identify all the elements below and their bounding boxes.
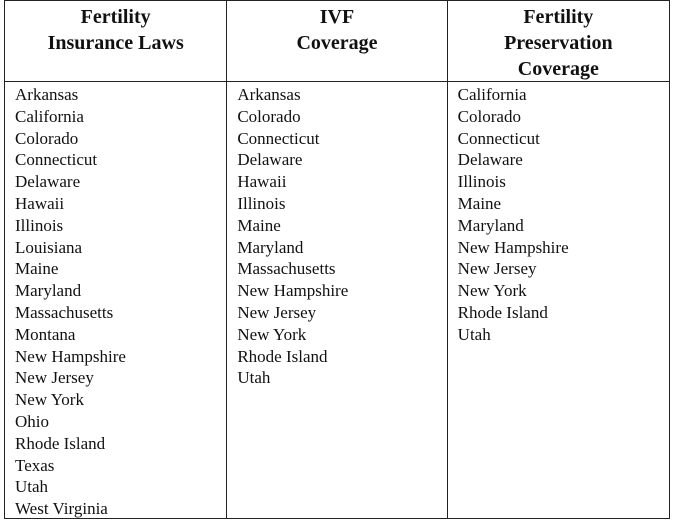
state-item: Massachusetts (15, 302, 114, 322)
state-item: California (457, 85, 527, 104)
state-item: Texas (15, 455, 55, 475)
state-item: Louisiana (15, 237, 83, 257)
state-item: New Hampshire (457, 237, 569, 257)
state-item: Hawaii (15, 193, 65, 213)
state-item: Illinois (237, 193, 286, 213)
state-item: New Hampshire (237, 281, 349, 301)
state-item: Maryland (15, 281, 82, 301)
column-header (5, 1, 226, 82)
state-item: Connecticut (457, 128, 540, 148)
state-item: New York (457, 281, 527, 301)
state-item: New Jersey (237, 302, 317, 322)
state-item: Illinois (457, 172, 506, 192)
state-item: Utah (237, 368, 271, 388)
state-item: New Jersey (15, 368, 94, 388)
header-line: Insurance Laws (47, 32, 184, 54)
state-item: California (15, 106, 84, 126)
state-item: Colorado (237, 106, 301, 126)
state-item: Delaware (15, 172, 81, 192)
state-item: New York (15, 390, 84, 410)
state-item: Colorado (15, 128, 79, 148)
column-ivf-coverage (226, 1, 446, 518)
state-item: Massachusetts (237, 259, 336, 279)
state-item: New Hampshire (15, 346, 126, 366)
state-list (448, 82, 669, 346)
header-line: Fertility (80, 6, 151, 28)
state-item: Maine (457, 193, 502, 213)
state-item: Arkansas (237, 85, 301, 104)
state-item: Rhode Island (237, 346, 328, 366)
state-item: Maine (237, 215, 281, 235)
state-item: Connecticut (237, 128, 320, 148)
header-line: Fertility (523, 6, 594, 28)
state-item: Utah (457, 324, 491, 344)
state-item: Maine (15, 259, 59, 279)
state-item: Colorado (457, 106, 521, 126)
header-line: Coverage (517, 58, 599, 80)
state-item: New Jersey (457, 259, 537, 279)
state-item: Delaware (237, 150, 303, 170)
column-fertility-preservation-coverage (447, 1, 669, 518)
state-coverage-table (4, 0, 670, 519)
state-item: Maryland (237, 237, 304, 257)
state-item: Connecticut (15, 150, 98, 170)
column-header (448, 1, 669, 82)
state-item: New York (237, 324, 307, 344)
state-item: Illinois (15, 215, 64, 235)
state-item: Utah (15, 477, 49, 497)
state-item: West Virginia (15, 499, 108, 519)
state-item: Ohio (15, 411, 49, 431)
state-item: Maryland (457, 215, 524, 235)
column-header (227, 1, 446, 82)
state-item: Delaware (457, 150, 523, 170)
state-item: Montana (15, 324, 76, 344)
column-fertility-insurance-laws (5, 1, 226, 518)
state-item: Rhode Island (457, 302, 548, 322)
state-item: Arkansas (15, 85, 79, 104)
state-item: Hawaii (237, 172, 287, 192)
header-line: Preservation (504, 32, 613, 54)
state-item: Rhode Island (15, 433, 106, 453)
state-list (5, 82, 226, 520)
header-line: IVF (319, 6, 355, 28)
header-line: Coverage (296, 32, 378, 54)
state-list (227, 82, 446, 389)
